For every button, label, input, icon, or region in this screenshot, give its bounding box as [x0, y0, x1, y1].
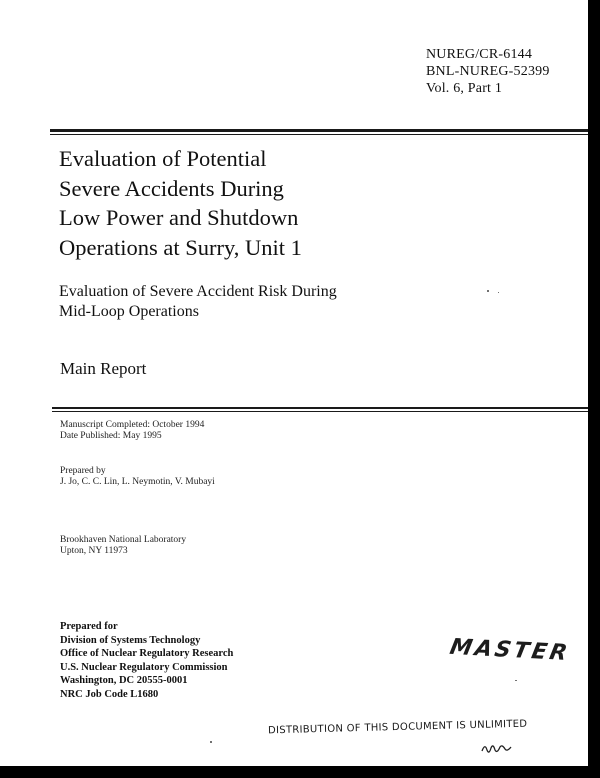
subtitle-line: Mid-Loop Operations [59, 303, 199, 320]
prepared-for-block [60, 620, 233, 702]
title-line: Low Power and Shutdown [59, 205, 299, 230]
volume-part: Vol. 6, Part 1 [426, 81, 503, 96]
top-rule-thick [50, 129, 588, 132]
subtitle-line: Evaluation of Severe Accident Risk During [59, 283, 337, 300]
laboratory-block [60, 535, 186, 557]
sponsor-line: Office of Nuclear Regulatory Research [60, 648, 234, 660]
job-code: NRC Job Code L1680 [60, 688, 159, 700]
laboratory-name: Brookhaven National Laboratory [60, 535, 187, 545]
prepared-for-label: Prepared for [60, 621, 118, 632]
scan-speck [210, 741, 212, 743]
scan-speck [487, 290, 489, 292]
master-stamp: MASTER [447, 634, 573, 667]
report-subtitle [59, 282, 337, 322]
prepared-by-label: Prepared by [60, 466, 106, 476]
date-published: Date Published: May 1995 [60, 431, 162, 441]
title-line: Evaluation of Potential [59, 146, 267, 171]
authors: J. Jo, C. C. Lin, L. Neymotin, V. Mubayi [60, 477, 215, 487]
laboratory-location: Upton, NY 11973 [60, 546, 128, 556]
sponsor-line: Division of Systems Technology [60, 634, 201, 646]
report-title [59, 144, 419, 262]
report-number: NUREG/CR-6144 [426, 47, 533, 62]
report-identifiers [426, 46, 550, 97]
manuscript-completed: Manuscript Completed: October 1994 [60, 420, 205, 430]
sponsor-line: Washington, DC 20555-0001 [60, 675, 188, 687]
bnl-number: BNL-NUREG-52399 [426, 64, 550, 79]
report-type: Main Report [60, 359, 147, 378]
sponsor-line: U.S. Nuclear Regulatory Commission [60, 661, 228, 673]
middle-rule-thin [52, 411, 588, 412]
middle-rule-thick [52, 407, 588, 409]
handwritten-initials [480, 741, 514, 757]
top-rule-thin [50, 134, 588, 135]
prepared-by-block [60, 466, 215, 488]
publication-dates [60, 420, 204, 442]
title-line: Operations at Surry, Unit 1 [59, 234, 302, 260]
distribution-notice: DISTRIBUTION OF THIS DOCUMENT IS UNLIMITED [267, 718, 528, 737]
title-line: Severe Accidents During [59, 175, 284, 201]
scan-speck [498, 292, 499, 293]
scan-speck [515, 680, 517, 681]
